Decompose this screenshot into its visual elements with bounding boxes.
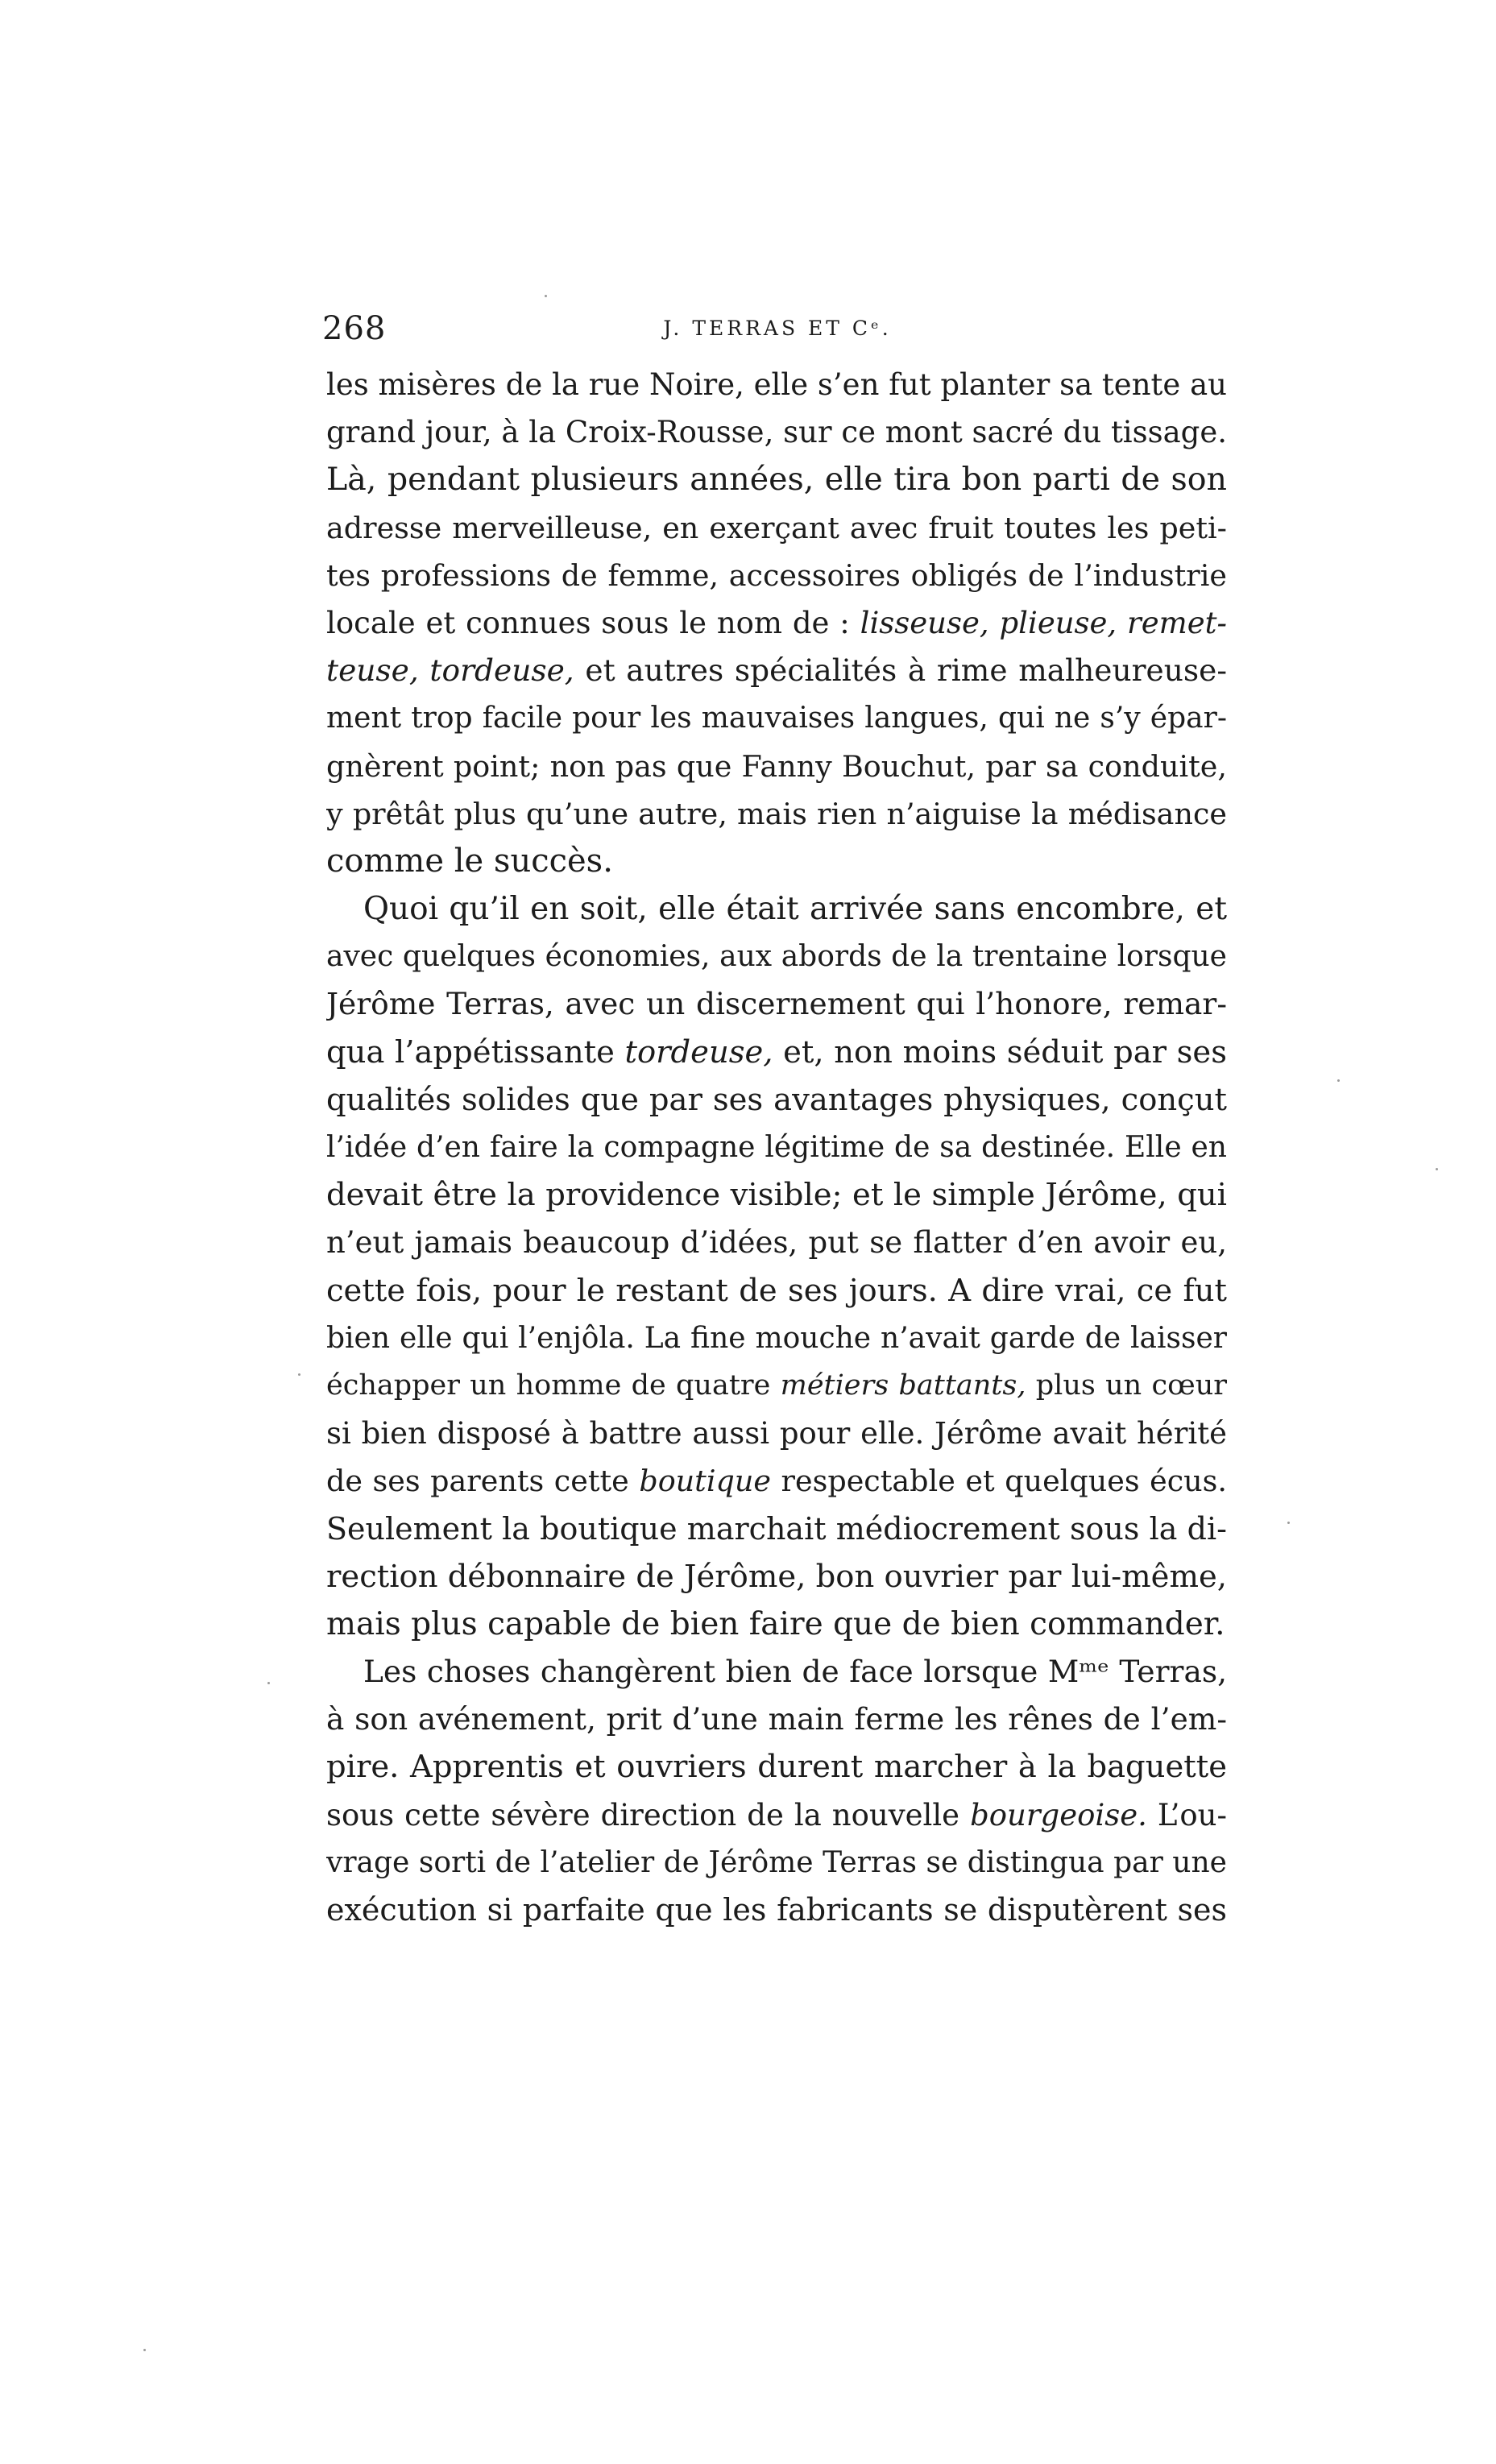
- text-segment: rection débonnaire de Jérôme, bon ouvrier par lui-même,: [326, 1558, 1227, 1595]
- text-segment: grand jour, à la Croix-Rousse, sur ce mont sacré du tissage.: [326, 415, 1227, 450]
- paper-speck: [267, 1682, 270, 1684]
- text-line: [326, 980, 1227, 1028]
- text-segment: exécution si parfaite que les fabricants se disputèrent ses: [326, 1892, 1227, 1928]
- italic-text: teuse, tordeuse,: [326, 652, 574, 689]
- text-line: [326, 1505, 1227, 1553]
- text-segment: Quoi qu’il en soit, elle était arrivée sans encombre, et: [363, 891, 1227, 928]
- text-segment: tes professions de femme, accessoires obligés de l’industrie: [326, 557, 1227, 593]
- italic-text: lisseuse, plieuse, remet-: [860, 605, 1227, 640]
- running-title: J. TERRAS ET Cᵉ.: [663, 317, 892, 340]
- text-segment: Là, pendant plusieurs années, elle tira bon parti de son: [326, 461, 1227, 499]
- text-line: [326, 647, 1227, 694]
- text-segment: vrage sorti de l’atelier de Jérôme Terras se distingua par une: [326, 1845, 1227, 1879]
- text-segment: L’ou-: [1146, 1797, 1227, 1832]
- text-segment: adresse merveilleuse, en exerçant avec fruit toutes les peti-: [326, 510, 1227, 545]
- text-line: [326, 1315, 1227, 1362]
- italic-text: bourgeoise.: [970, 1797, 1147, 1832]
- italic-text: tordeuse,: [624, 1033, 773, 1070]
- text-segment: et autres spécialités à rime malheureuse-: [574, 652, 1227, 689]
- text-segment: avec quelques économies, aux abords de la trentaine lorsque: [326, 940, 1227, 974]
- paper-speck: [545, 295, 547, 297]
- text-line: [326, 1886, 1227, 1934]
- text-segment: à son avénement, prit d’une main ferme les rênes de l’em-: [326, 1701, 1227, 1737]
- text-line: [326, 1410, 1227, 1457]
- text-line: [326, 361, 1227, 408]
- text-line: [326, 1601, 1227, 1648]
- body-text: [326, 361, 1227, 1934]
- text-line: [326, 1457, 1227, 1505]
- paper-speck: [1337, 1079, 1340, 1082]
- text-line: [326, 1791, 1227, 1839]
- text-line: [326, 1219, 1227, 1266]
- text-line: [326, 552, 1227, 599]
- text-segment: cette fois, pour le restant de ses jours. A dire vrai, ce fut: [326, 1272, 1227, 1309]
- text-segment: qua l’appétissante: [326, 1033, 625, 1070]
- text-line: [326, 1029, 1227, 1076]
- text-line: [326, 1362, 1227, 1410]
- text-line: [326, 885, 1227, 933]
- italic-text: boutique: [639, 1464, 771, 1499]
- text-line: [326, 694, 1227, 742]
- text-segment: gnèrent point; non pas que Fanny Bouchut, par sa conduite,: [326, 748, 1227, 784]
- text-segment: locale et connues sous le nom de :: [326, 605, 860, 640]
- text-segment: devait être la providence visible; et le simple Jérôme, qui: [326, 1177, 1227, 1214]
- text-segment: plus un cœur: [1026, 1369, 1227, 1402]
- text-line: [326, 1553, 1227, 1601]
- text-segment: pire. Apprentis et ouvriers durent marcher à la baguette: [326, 1749, 1227, 1786]
- text-segment: ment trop facile pour les mauvaises langues, qui ne s’y épar-: [326, 702, 1227, 735]
- paper-speck: [1287, 1522, 1290, 1524]
- text-segment: qualités solides que par ses avantages physiques, conçut: [326, 1081, 1227, 1118]
- text-line: [326, 933, 1227, 980]
- page-number: 268: [322, 310, 387, 347]
- text-segment: les misères de la rue Noire, elle s’en fut planter sa tente au: [326, 367, 1227, 402]
- text-segment: Les choses changèrent bien de face lorsque Mᵐᵉ Terras,: [363, 1654, 1227, 1690]
- text-line: [326, 838, 1227, 885]
- text-segment: si bien disposé à battre aussi pour elle. Jérôme avait hérité: [326, 1416, 1227, 1451]
- text-line: [326, 790, 1227, 838]
- text-segment: y prêtât plus qu’une autre, mais rien n’aiguise la médisance: [326, 796, 1227, 831]
- text-segment: comme le succès.: [326, 842, 613, 880]
- text-segment: Jérôme Terras, avec un discernement qui l’honore, remar-: [326, 986, 1227, 1022]
- text-segment: bien elle qui l’enjôla. La fine mouche n’avait garde de laisser: [326, 1321, 1227, 1355]
- text-line: [326, 456, 1227, 503]
- text-line: [326, 408, 1227, 456]
- text-segment: respectable et quelques écus.: [771, 1464, 1227, 1499]
- italic-text: métiers battants,: [780, 1369, 1026, 1402]
- paper-speck: [1436, 1168, 1438, 1170]
- text-segment: échapper un homme de quatre: [326, 1369, 781, 1402]
- text-segment: mais plus capable de bien faire que de bien commander.: [326, 1605, 1225, 1642]
- text-line: [326, 1648, 1227, 1696]
- text-segment: et, non moins séduit par ses: [773, 1033, 1227, 1070]
- paper-speck: [298, 1373, 300, 1376]
- text-line: [326, 599, 1227, 647]
- text-segment: Seulement la boutique marchait médiocrement sous la di-: [326, 1510, 1227, 1547]
- text-line: [326, 504, 1227, 552]
- text-line: [326, 1839, 1227, 1886]
- paper-speck: [143, 2349, 146, 2351]
- text-line: [326, 1171, 1227, 1219]
- text-line: [326, 1743, 1227, 1791]
- text-segment: l’idée d’en faire la compagne légitime de sa destinée. Elle en: [326, 1131, 1227, 1164]
- text-segment: sous cette sévère direction de la nouvelle: [326, 1797, 971, 1832]
- text-segment: n’eut jamais beaucoup d’idées, put se flatter d’en avoir eu,: [326, 1225, 1227, 1261]
- text-line: [326, 1124, 1227, 1171]
- text-line: [326, 1696, 1227, 1743]
- running-head: [322, 310, 1233, 350]
- text-line: [326, 1076, 1227, 1124]
- text-line: [326, 743, 1227, 790]
- text-segment: de ses parents cette: [326, 1464, 640, 1499]
- text-line: [326, 1267, 1227, 1315]
